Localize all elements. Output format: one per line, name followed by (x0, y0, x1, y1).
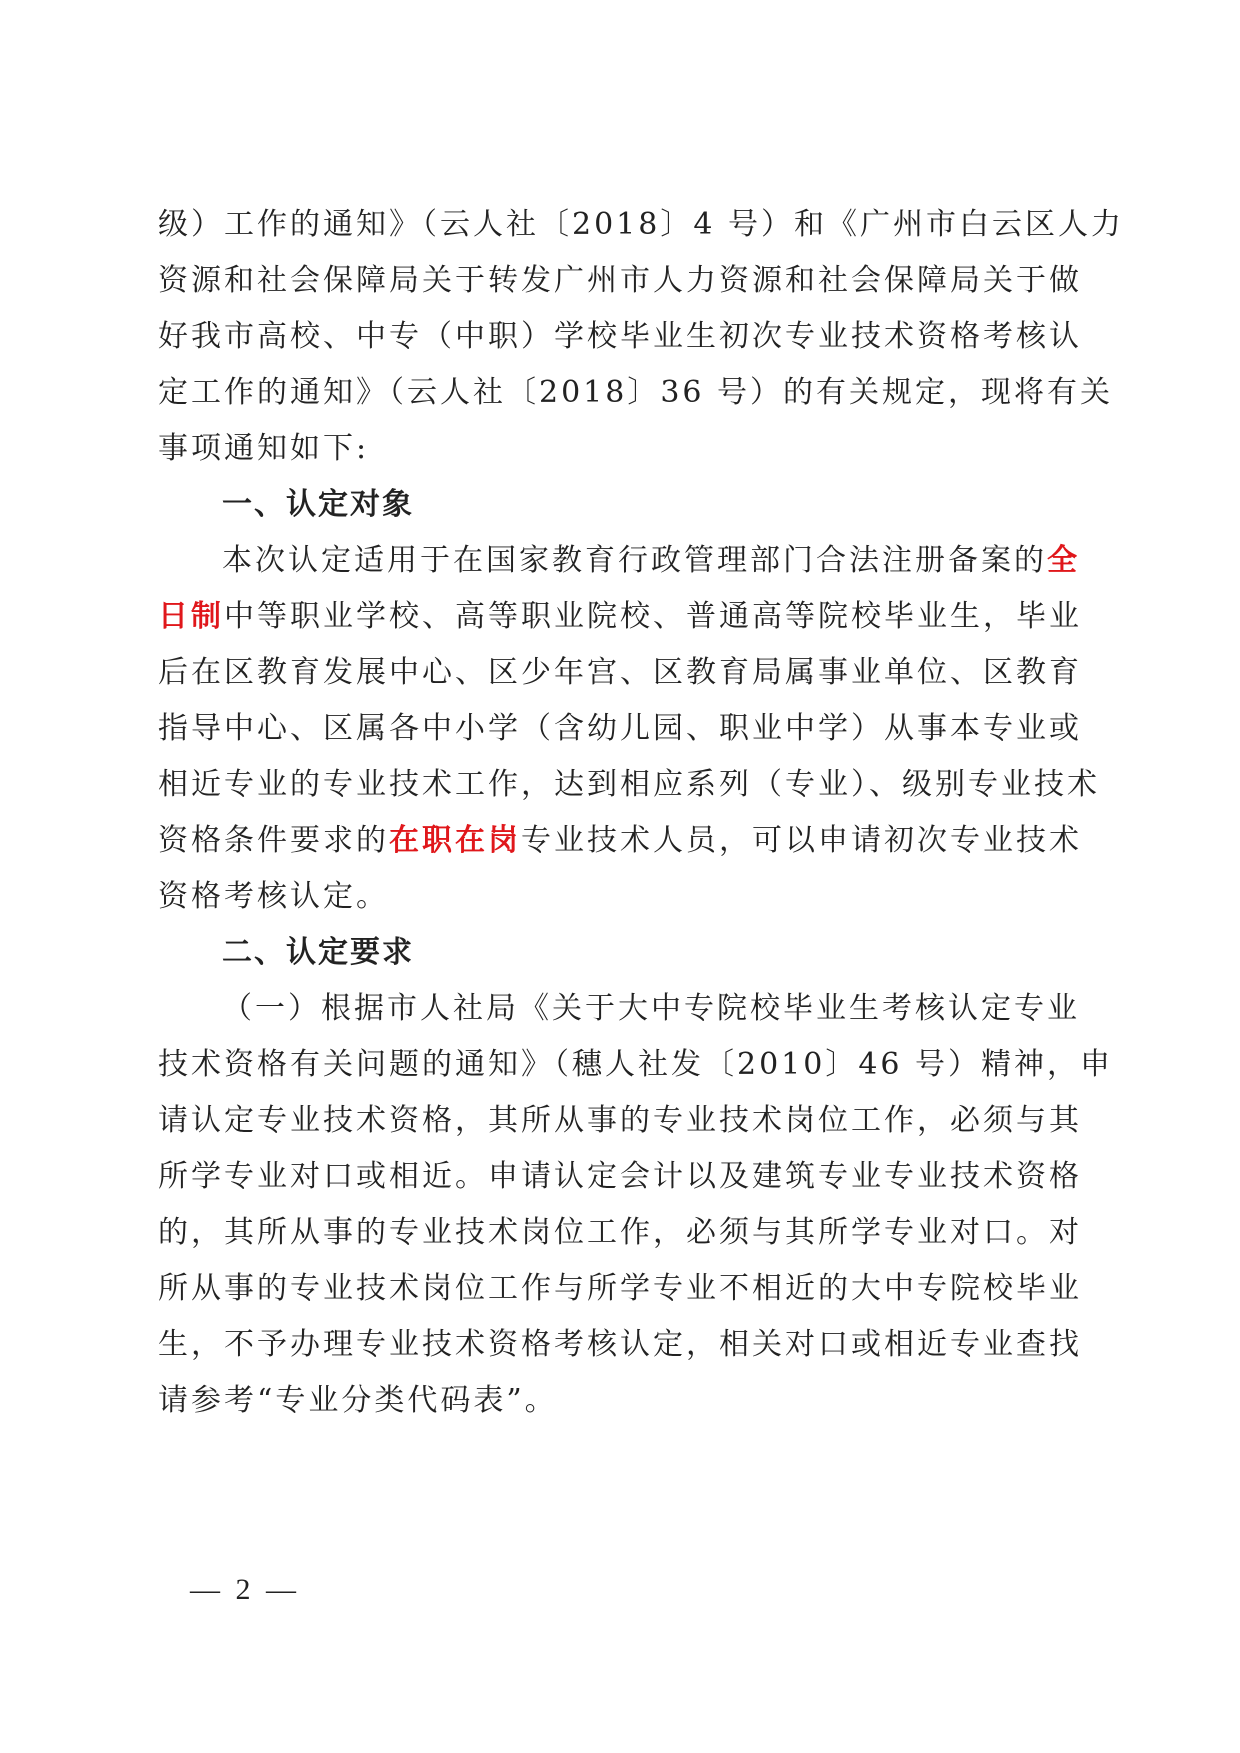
text-line: 相近专业的专业技术工作，达到相应系列（专业）、级别专业技术 (158, 767, 1100, 802)
text-line (222, 532, 1080, 590)
section-heading-1: 一、认定对象 (222, 487, 414, 522)
text-line: 技术资格有关问题的通知》（穗人社发〔2010〕46 号）精神，申 (158, 1047, 1114, 1082)
text-line: 好我市高校、中专（中职）学校毕业生初次专业技术资格考核认 (158, 319, 1082, 354)
text-line: 级）工作的通知》（云人社〔2018〕4 号）和《广州市白云区人力 (158, 207, 1124, 242)
highlight-text: 全 (1047, 543, 1080, 578)
text-span: 中等职业学校、高等职业院校、普通高等院校毕业生，毕业 (224, 599, 1082, 634)
text-line: 后在区教育发展中心、区少年宫、区教育局属事业单位、区教育 (158, 655, 1082, 690)
text-line: 所从事的专业技术岗位工作与所学专业不相近的大中专院校毕业 (158, 1271, 1082, 1306)
page-number: — 2 — (190, 1573, 300, 1606)
text-line: 请参考“专业分类代码表”。 (158, 1383, 558, 1418)
text-line: 生，不予办理专业技术资格考核认定，相关对口或相近专业查找 (158, 1327, 1082, 1362)
text-line: （一）根据市人社局《关于大中专院校毕业生考核认定专业 (222, 991, 1080, 1026)
text-line: 所学专业对口或相近。申请认定会计以及建筑专业专业技术资格 (158, 1159, 1082, 1194)
text-line (158, 812, 1082, 870)
highlight-text: 日制 (158, 599, 224, 634)
text-line: 事项通知如下: (158, 431, 370, 466)
text-span: 资格条件要求的 (158, 823, 389, 858)
text-line: 请认定专业技术资格，其所从事的专业技术岗位工作，必须与其 (158, 1103, 1082, 1138)
text-span: 专业技术人员，可以申请初次专业技术 (521, 823, 1082, 858)
text-line: 资格考核认定。 (158, 879, 389, 914)
highlight-text: 在职在岗 (389, 823, 521, 858)
text-line: 指导中心、区属各中小学（含幼儿园、职业中学）从事本专业或 (158, 711, 1082, 746)
text-line: 资源和社会保障局关于转发广州市人力资源和社会保障局关于做 (158, 263, 1082, 298)
text-line (158, 588, 1082, 646)
text-line: 的，其所从事的专业技术岗位工作，必须与其所学专业对口。对 (158, 1215, 1082, 1250)
text-line: 定工作的通知》（云人社〔2018〕36 号）的有关规定，现将有关 (158, 375, 1114, 410)
section-heading-2: 二、认定要求 (222, 935, 414, 970)
text-span: 本次认定适用于在国家教育行政管理部门合法注册备案的 (222, 543, 1047, 578)
